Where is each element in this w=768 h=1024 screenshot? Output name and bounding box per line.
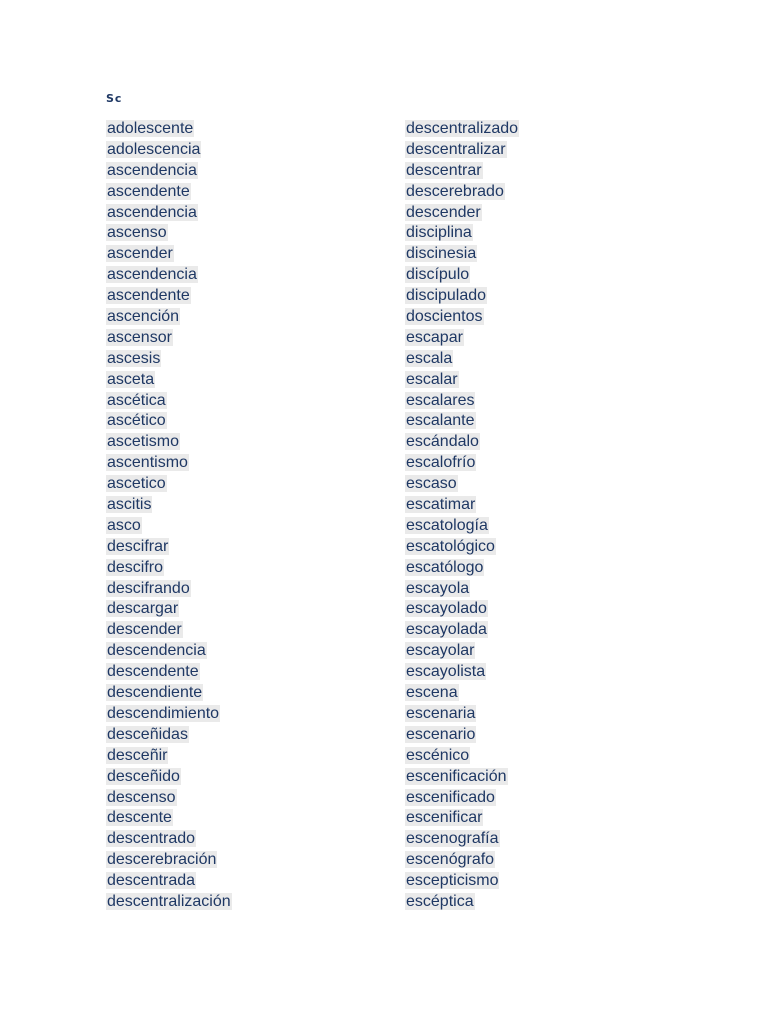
word-list-item — [405, 223, 519, 244]
word-list-item — [106, 203, 232, 224]
word-text: discinesia — [406, 245, 477, 263]
word-text: escayolar — [406, 642, 475, 660]
word-text: descentralización — [107, 892, 231, 910]
word-list-item — [405, 850, 519, 871]
word-text: descerebración — [107, 851, 217, 869]
word-text: ascendencia — [107, 203, 197, 221]
word-text: ascendente — [107, 182, 190, 200]
word-text: escayola — [406, 579, 470, 597]
word-text: ascenso — [107, 224, 167, 242]
word-list-item — [405, 244, 519, 265]
word-list-item — [405, 599, 519, 620]
word-text: escena — [406, 684, 458, 702]
word-text: ascender — [107, 245, 173, 263]
right-word-column — [405, 119, 519, 913]
word-list-item — [106, 328, 232, 349]
word-list-item — [405, 119, 519, 140]
word-list-item — [405, 871, 519, 892]
word-list-item — [405, 182, 519, 203]
word-text: descentrada — [107, 872, 196, 890]
word-text: escalares — [406, 391, 475, 409]
word-text: escándalo — [406, 433, 479, 451]
word-text: descargar — [107, 600, 179, 618]
word-text: descendimiento — [107, 704, 220, 722]
word-list-item — [405, 892, 519, 913]
word-text: descendente — [107, 663, 199, 681]
word-text: escapar — [406, 328, 463, 346]
word-text: descifrando — [107, 579, 190, 597]
word-text: desceñido — [107, 767, 180, 785]
word-list-item — [405, 140, 519, 161]
word-text: ascetismo — [107, 433, 180, 451]
word-text: ascético — [107, 412, 166, 430]
word-list-item — [106, 746, 232, 767]
word-text: descenso — [107, 788, 176, 806]
word-list-item — [106, 892, 232, 913]
word-list-item — [106, 453, 232, 474]
word-text: discipulado — [406, 287, 487, 305]
word-text: escatimar — [406, 496, 476, 514]
word-list-item — [405, 286, 519, 307]
word-list-item — [106, 349, 232, 370]
word-list-item — [405, 411, 519, 432]
word-list-item — [405, 349, 519, 370]
word-text: descender — [107, 621, 182, 639]
word-list-item — [106, 495, 232, 516]
word-list-item — [106, 871, 232, 892]
word-list-item — [405, 808, 519, 829]
word-text: ascendencia — [107, 266, 197, 284]
word-text: ascendencia — [107, 161, 197, 179]
word-list-item — [405, 370, 519, 391]
word-list-item — [405, 558, 519, 579]
word-text: escénico — [406, 746, 470, 764]
word-list-item — [405, 203, 519, 224]
word-text: discípulo — [406, 266, 470, 284]
word-text: escenaria — [406, 704, 476, 722]
word-list-item — [106, 161, 232, 182]
word-list-item — [106, 788, 232, 809]
word-text: escayolista — [406, 663, 486, 681]
word-list-item — [106, 829, 232, 850]
word-text: escatológico — [406, 537, 495, 555]
word-text: adolescencia — [107, 140, 201, 158]
word-text: descente — [107, 809, 172, 827]
word-list-item — [106, 704, 232, 725]
word-text: ascensor — [107, 328, 172, 346]
word-list-item — [405, 474, 519, 495]
word-list-item — [106, 265, 232, 286]
section-heading: Sc — [106, 92, 123, 105]
word-text: escatólogo — [406, 558, 484, 576]
word-list-item — [106, 140, 232, 161]
word-list-item — [405, 537, 519, 558]
word-text: escayolado — [406, 600, 487, 618]
word-text: descifro — [107, 558, 164, 576]
word-text: ascética — [107, 391, 166, 409]
word-list-item — [106, 119, 232, 140]
word-text: ascendente — [107, 287, 190, 305]
word-list-item — [405, 683, 519, 704]
word-text: escaso — [406, 475, 457, 493]
word-text: adolescente — [107, 120, 194, 137]
word-list-item — [405, 829, 519, 850]
word-list-item — [405, 328, 519, 349]
word-list-item — [106, 599, 232, 620]
word-list-item — [405, 265, 519, 286]
word-list-item — [405, 307, 519, 328]
word-text: disciplina — [406, 224, 472, 242]
word-text: descentralizar — [406, 140, 506, 158]
word-text: escalante — [406, 412, 475, 430]
word-list-item — [405, 788, 519, 809]
word-list-item — [405, 579, 519, 600]
word-list-item — [405, 161, 519, 182]
word-text: descentralizado — [406, 120, 519, 137]
word-list-item — [106, 223, 232, 244]
word-list-item — [106, 474, 232, 495]
word-text: escenificado — [406, 788, 495, 806]
word-list-item — [106, 683, 232, 704]
word-text: ascención — [107, 308, 180, 326]
word-text: descentrado — [107, 830, 196, 848]
word-text: escala — [406, 349, 453, 367]
word-list-item — [106, 662, 232, 683]
word-text: descendencia — [107, 642, 206, 660]
word-text: descerebrado — [406, 182, 504, 200]
word-list-item — [106, 537, 232, 558]
word-list-item — [405, 746, 519, 767]
word-text: escalar — [406, 370, 458, 388]
word-text: asceta — [107, 370, 155, 388]
word-list-item — [405, 641, 519, 662]
word-list-item — [405, 704, 519, 725]
word-list-item — [405, 495, 519, 516]
word-list-item — [405, 391, 519, 412]
word-text: descendiente — [107, 684, 203, 702]
word-list-item — [106, 641, 232, 662]
word-text: escepticismo — [406, 872, 499, 890]
word-text: escalofrío — [406, 454, 476, 472]
word-text: descentrar — [406, 161, 482, 179]
word-text: escenario — [406, 725, 476, 743]
word-list-item — [106, 411, 232, 432]
word-text: escenografía — [406, 830, 499, 848]
word-text: asco — [107, 516, 141, 534]
word-list-item — [106, 579, 232, 600]
word-list-item — [106, 432, 232, 453]
word-list-item — [106, 516, 232, 537]
word-text: desceñir — [107, 746, 168, 764]
word-list-item — [405, 432, 519, 453]
word-text: ascesis — [107, 349, 161, 367]
word-text: ascetico — [107, 475, 166, 493]
word-text: ascentismo — [107, 454, 188, 472]
word-text: descender — [406, 203, 481, 221]
word-text: ascitis — [107, 496, 152, 514]
word-list-item — [405, 662, 519, 683]
word-list-item — [106, 391, 232, 412]
word-list-item — [106, 182, 232, 203]
word-list-item — [106, 307, 232, 328]
word-list-item — [106, 370, 232, 391]
word-text: escatología — [406, 516, 488, 534]
word-text: desceñidas — [107, 725, 188, 743]
word-text: escenificar — [406, 809, 483, 827]
word-list-item — [106, 558, 232, 579]
word-text: escenógrafo — [406, 851, 495, 869]
word-text: doscientos — [406, 308, 483, 326]
word-text: descifrar — [107, 537, 169, 555]
word-list-item — [405, 620, 519, 641]
left-word-column — [106, 119, 232, 913]
word-list-item — [106, 244, 232, 265]
word-text: escenificación — [406, 767, 507, 785]
word-text: escayolada — [406, 621, 487, 639]
word-list-item — [106, 620, 232, 641]
word-list-item — [106, 286, 232, 307]
word-list-item — [106, 725, 232, 746]
word-list-item — [106, 767, 232, 788]
word-list-item — [405, 516, 519, 537]
word-list-item — [405, 725, 519, 746]
word-list-item — [106, 850, 232, 871]
word-list-item — [106, 808, 232, 829]
word-text: escéptica — [406, 892, 474, 910]
word-list-item — [405, 453, 519, 474]
word-list-item — [405, 767, 519, 788]
